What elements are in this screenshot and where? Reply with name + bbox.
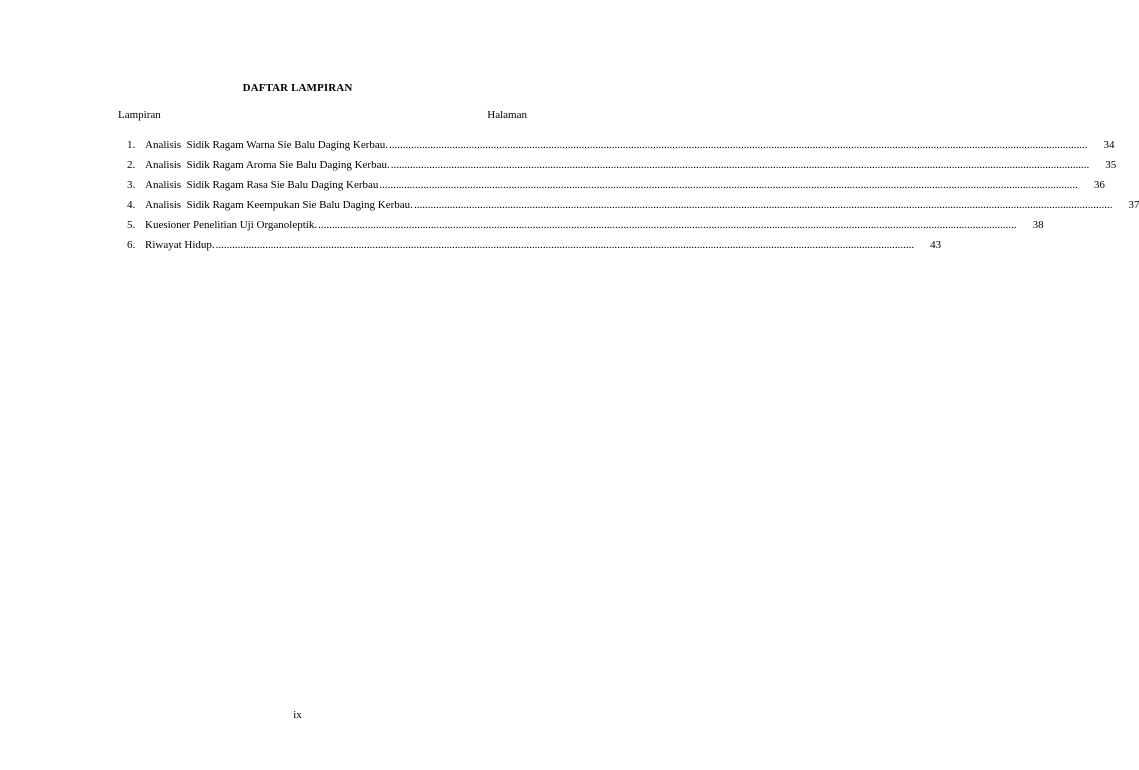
entry-title: Analisis Sidik Ragam Keempukan Sie Balu Daging Kerbau. — [145, 199, 413, 211]
entry-page-number: 43 — [930, 239, 942, 251]
list-item — [127, 219, 1044, 239]
entry-title: Analisis Sidik Ragam Warna Sie Balu Daging Kerbau. — [145, 139, 389, 151]
column-label-lampiran: Lampiran — [118, 109, 161, 121]
list-item — [127, 239, 942, 259]
entry-title: Analisis Sidik Ragam Rasa Sie Balu Daging Kerbau — [145, 179, 379, 191]
page-number: ix — [293, 709, 302, 721]
dot-leader — [379, 179, 1078, 192]
entry-page-number: 38 — [1032, 219, 1044, 231]
appendix-list — [127, 139, 1139, 259]
entry-number: 5. — [127, 219, 136, 231]
list-item — [127, 199, 1139, 219]
list-item — [127, 179, 1105, 199]
dot-leader — [414, 199, 1113, 212]
column-label-halaman: Halaman — [487, 109, 527, 121]
list-item — [127, 159, 1117, 179]
entry-page-number: 34 — [1103, 139, 1115, 151]
entry-title: Analisis Sidik Ragam Aroma Sie Balu Daging Kerbau. — [145, 159, 390, 171]
entry-title: Riwayat Hidup. — [145, 239, 215, 251]
entry-page-number: 37 — [1128, 199, 1139, 211]
column-header-row — [118, 109, 527, 121]
entry-number: 6. — [127, 239, 136, 251]
list-item — [127, 139, 1115, 159]
dot-leader — [391, 159, 1090, 172]
entry-title: Kuesioner Penelitian Uji Organoleptik. — [145, 219, 318, 231]
entry-number: 4. — [127, 199, 136, 211]
entry-page-number: 35 — [1105, 159, 1117, 171]
dot-leader — [216, 239, 915, 252]
page-title: DAFTAR LAMPIRAN — [242, 82, 353, 94]
entry-number: 3. — [127, 179, 136, 191]
dot-leader — [318, 219, 1017, 232]
entry-page-number: 36 — [1093, 179, 1105, 191]
entry-number: 2. — [127, 159, 136, 171]
entry-number: 1. — [127, 139, 136, 151]
dot-leader — [389, 139, 1088, 152]
